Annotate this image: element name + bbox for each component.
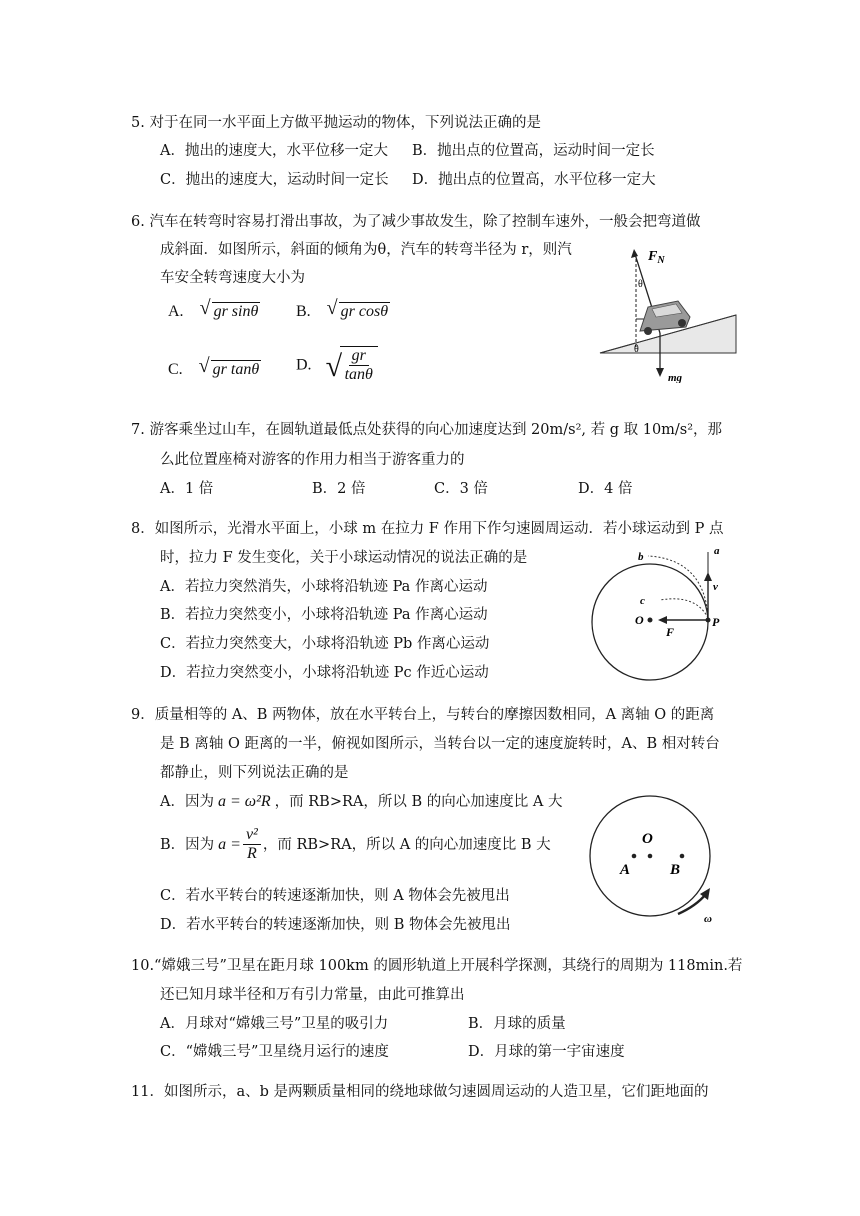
q6-theta-top: θ — [638, 279, 643, 290]
q9-option-b-suffix: ，而 RB>RA，所以 A 的向心加速度比 B 大 — [262, 836, 551, 853]
q8-option-b: B．若拉力突然变小，小球将沿轨迹 Pa 作离心运动 — [160, 607, 488, 623]
q9-rotation-arrow — [678, 894, 706, 914]
q8-path-c — [660, 599, 708, 618]
q10-stem-line2: 还已知月球半径和万有引力常量，由此可推算出 — [160, 987, 465, 1003]
q8-label-a: a — [714, 545, 720, 557]
q9-option-a-suffix: ，而 RB>RA，所以 B 的向心加速度比 A 大 — [274, 794, 563, 810]
q6-option-d-label: D. — [296, 356, 312, 374]
q5-option-c: C．抛出的速度大，运动时间一定长 — [160, 172, 389, 188]
q9-option-a-formula: a = ω²R — [217, 793, 271, 810]
q9-stem-line2: 是 B 离轴 O 距离的一半，俯视如图所示，当转台以一定的速度旋转时，A、B 相对转台 — [160, 736, 720, 752]
q6-option-c-label: C. — [168, 361, 183, 378]
q9-label-omega: ω — [704, 913, 712, 925]
q8-point-p — [706, 618, 711, 623]
q7-option-a: A．1 倍 — [160, 481, 214, 497]
q9-option-d: D．若水平转台的转速逐渐加快，则 B 物体会先被甩出 — [160, 917, 511, 933]
q6-option-d-num: gr — [349, 347, 369, 366]
q9-option-b-num: v² — [243, 826, 261, 845]
q9-option-b — [160, 826, 551, 863]
q5-option-d: D．抛出点的位置高，水平位移一定大 — [412, 172, 656, 188]
q9-option-c: C．若水平转台的转速逐渐加快，则 A 物体会先被甩出 — [160, 888, 510, 904]
q6-mg-label: mg — [668, 372, 683, 383]
q7-option-d: D．4 倍 — [578, 481, 633, 497]
q8-center-dot — [648, 618, 653, 623]
q9-option-a — [160, 792, 562, 812]
q9-object-b-dot — [680, 854, 685, 859]
q8-label-v: v — [713, 581, 718, 593]
q6-option-b-expr: gr cosθ — [340, 303, 389, 320]
q9-option-b-den: R — [247, 845, 257, 862]
q8-label-b: b — [638, 551, 644, 563]
q8-stem-line2: 时，拉力 F 发生变化，关于小球运动情况的说法正确的是 — [160, 550, 528, 566]
q6-banked-road-figure — [598, 243, 740, 383]
q7-stem-line2: 么此位置座椅对游客的作用力相当于游客重力的 — [160, 452, 465, 468]
q7-stem-line1: 7. 游客乘坐过山车，在圆轨道最低点处获得的向心加速度达到 20m/s², 若 g 取 10m/s²，那 — [131, 422, 723, 438]
q10-stem-line1: 10.“嫦娥三号”卫星在距月球 100km 的圆形轨道上开展科学探测，其绕行的周期为 118min.若 — [131, 958, 743, 974]
q6-option-c: C. √ gr tanθ — [168, 355, 260, 378]
q6-stem-line1: 6. 汽车在转弯时容易打滑出事故，为了减少事故发生，除了控制车速外，一般会把弯道做 — [131, 214, 701, 230]
q8-label-p: P — [712, 615, 720, 629]
q6-stem-line3: 车安全转弯速度大小为 — [160, 270, 305, 286]
q6-fn-label: $F_N$ — [648, 249, 665, 266]
q8-label-c: c — [640, 595, 645, 607]
q6-option-d: D. √ $\frac{gr}{\tan\theta}$ — [296, 346, 378, 384]
q10-option-a: A．月球对“嫦娥三号”卫星的吸引力 — [160, 1016, 389, 1032]
q9-label-a: A — [620, 862, 631, 878]
q6-option-a: A. √ gr sinθ — [168, 297, 259, 320]
q5-stem: 5. 对于在同一水平面上方做平抛运动的物体，下列说法正确的是 — [131, 115, 541, 131]
q9-label-b: B — [670, 862, 681, 878]
q10-option-b: B．月球的质量 — [468, 1016, 566, 1032]
q6-option-b-label: B. — [296, 303, 311, 320]
q9-stem-line3: 都静止，则下列说法正确的是 — [160, 765, 349, 781]
q9-object-a-dot — [632, 854, 637, 859]
q9-option-b-lhs: a = — [218, 835, 241, 853]
q8-path-b — [648, 556, 708, 618]
q6-option-d-den: tanθ — [344, 366, 373, 383]
q8-option-c: C．若拉力突然变大，小球将沿轨迹 Pb 作离心运动 — [160, 636, 490, 652]
q10-option-d: D．月球的第一宇宙速度 — [468, 1044, 625, 1060]
q8-option-d: D．若拉力突然变小，小球将沿轨迹 Pc 作近心运动 — [160, 665, 489, 681]
q6-option-a-expr: gr sinθ — [213, 303, 259, 320]
q8-option-a: A．若拉力突然消失，小球将沿轨迹 Pa 作离心运动 — [160, 579, 488, 595]
q8-label-o: O — [635, 613, 644, 627]
q9-axis-dot — [648, 854, 653, 859]
q9-turntable-figure — [586, 790, 726, 930]
q8-circular-motion-figure — [588, 540, 738, 695]
q9-stem-line1: 9．质量相等的 A、B 两物体，放在水平转台上，与转台的摩擦因数相同，A 离轴 O 的距离 — [131, 707, 715, 723]
q7-option-c: C．3 倍 — [434, 481, 488, 497]
q11-stem-line1: 11．如图所示，a、b 是两颗质量相同的绕地球做匀速圆周运动的人造卫星，它们距地面的 — [131, 1084, 709, 1100]
q6-option-a-label: A. — [168, 303, 184, 320]
q6-option-b: B. √ gr cosθ — [296, 297, 389, 320]
q8-stem-line1: 8．如图所示，光滑水平面上，小球 m 在拉力 F 作用下作匀速圆周运动．若小球运动到 P 点 — [131, 521, 724, 537]
q6-option-c-expr: gr tanθ — [212, 361, 260, 378]
q10-option-c: C．“嫦娥三号”卫星绕月运行的速度 — [160, 1044, 389, 1060]
q6-theta-bottom: θ — [634, 344, 639, 355]
q5-option-a: A．抛出的速度大，水平位移一定大 — [160, 143, 388, 159]
q5-option-b: B．抛出点的位置高，运动时间一定长 — [412, 143, 655, 159]
q9-label-o: O — [642, 831, 653, 847]
q6-stem-line2: 成斜面．如图所示，斜面的倾角为θ，汽车的转弯半径为 r，则汽 — [160, 242, 572, 258]
q9-option-a-prefix: A．因为 — [160, 794, 214, 810]
q7-option-b: B．2 倍 — [312, 481, 366, 497]
q8-label-f: F — [666, 625, 675, 639]
q9-option-b-prefix: B．因为 — [160, 836, 215, 853]
